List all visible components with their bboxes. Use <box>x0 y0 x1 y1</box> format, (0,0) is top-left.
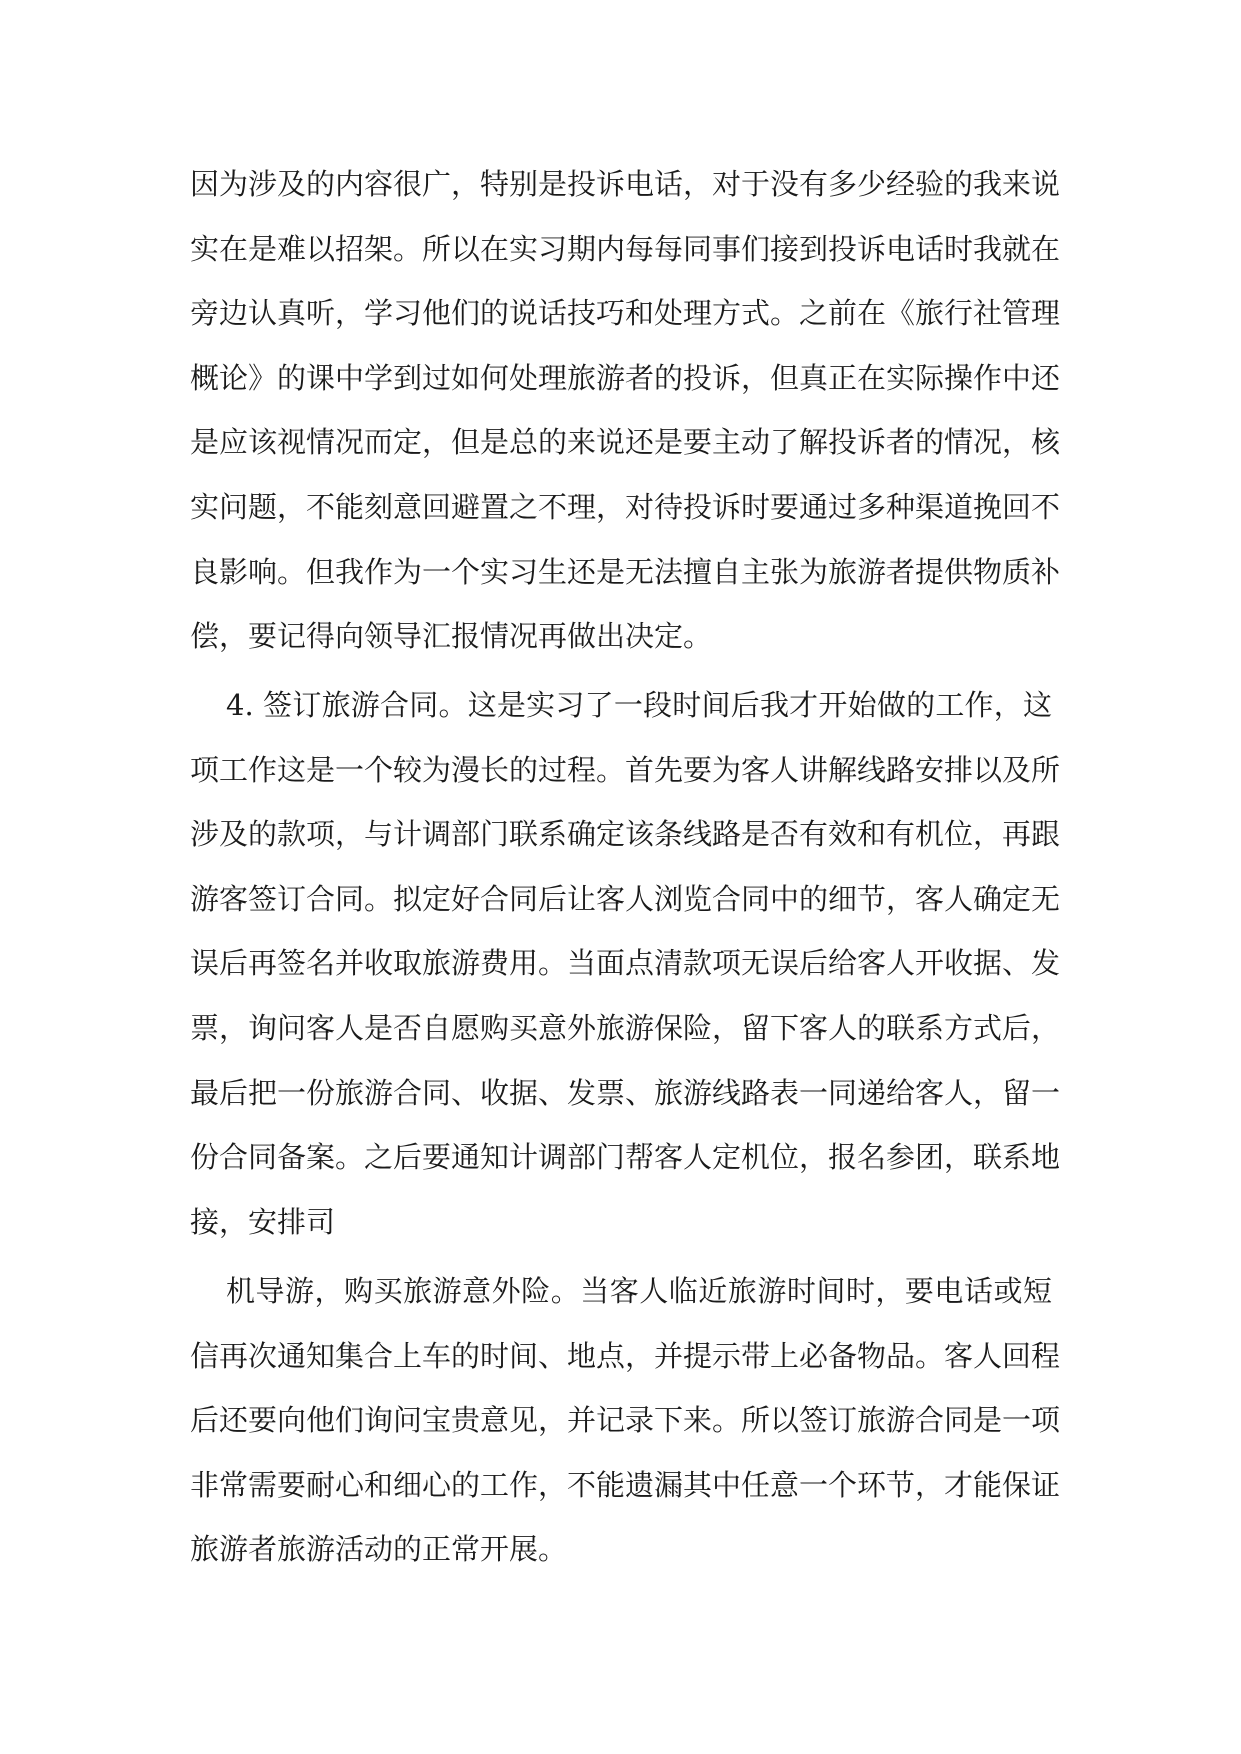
paragraph-tour-guide <box>190 1259 1061 1582</box>
text-line: 偿，要记得向领导汇报情况再做出决定。 <box>190 619 713 654</box>
text-line: 机导游，购买旅游意外险。当客人临近旅游时间时，要电话或短 <box>226 1274 1052 1308</box>
text-line: 接，安排司 <box>190 1204 336 1239</box>
text-line: 涉及的款项，与计调部门联系确定该条线路是否有效和有机位，再跟 <box>190 817 1061 852</box>
text-line: 票，询问客人是否自愿购买意外旅游保险，留下客人的联系方式后， <box>190 1010 1061 1045</box>
text-line: 项工作这是一个较为漫长的过程。首先要为客人讲解线路安排以及所 <box>190 752 1061 787</box>
paragraph-signing-contract <box>190 673 1061 1254</box>
text-line: 实问题，不能刻意回避置之不理，对待投诉时要通过多种渠道挽回不 <box>190 489 1061 524</box>
text-line: 良影响。但我作为一个实习生还是无法擅自主张为旅游者提供物质补 <box>190 554 1061 589</box>
text-line: 旅游者旅游活动的正常开展。 <box>190 1532 568 1567</box>
text-line: 因为涉及的内容很广，特别是投诉电话，对于没有多少经验的我来说 <box>190 167 1061 201</box>
text-line: 后还要向他们询问宝贵意见，并记录下来。所以签订旅游合同是一项 <box>190 1403 1061 1438</box>
text-line: 概论》的课中学到过如何处理旅游者的投诉，但真正在实际操作中还 <box>190 360 1061 395</box>
text-line: 4. 签订旅游合同。这是实习了一段时间后我才开始做的工作，这 <box>226 688 1052 722</box>
text-line: 非常需要耐心和细心的工作，不能遗漏其中任意一个环节，才能保证 <box>190 1467 1061 1502</box>
text-line: 是应该视情况而定，但是总的来说还是要主动了解投诉者的情况，核 <box>190 425 1061 460</box>
text-line: 旁边认真听，学习他们的说话技巧和处理方式。之前在《旅行社管理 <box>190 296 1061 331</box>
text-line: 信再次通知集合上车的时间、地点，并提示带上必备物品。客人回程 <box>190 1338 1061 1373</box>
text-line: 游客签订合同。拟定好合同后让客人浏览合同中的细节，客人确定无 <box>190 881 1061 916</box>
text-line: 误后再签名并收取旅游费用。当面点清款项无误后给客人开收据、发 <box>190 946 1061 981</box>
paragraph-complaint-handling <box>190 152 1061 669</box>
text-line: 实在是难以招架。所以在实习期内每每同事们接到投诉电话时我就在 <box>190 231 1061 266</box>
text-line: 最后把一份旅游合同、收据、发票、旅游线路表一同递给客人，留一 <box>190 1075 1061 1110</box>
text-line: 份合同备案。之后要通知计调部门帮客人定机位，报名参团，联系地 <box>190 1140 1061 1175</box>
